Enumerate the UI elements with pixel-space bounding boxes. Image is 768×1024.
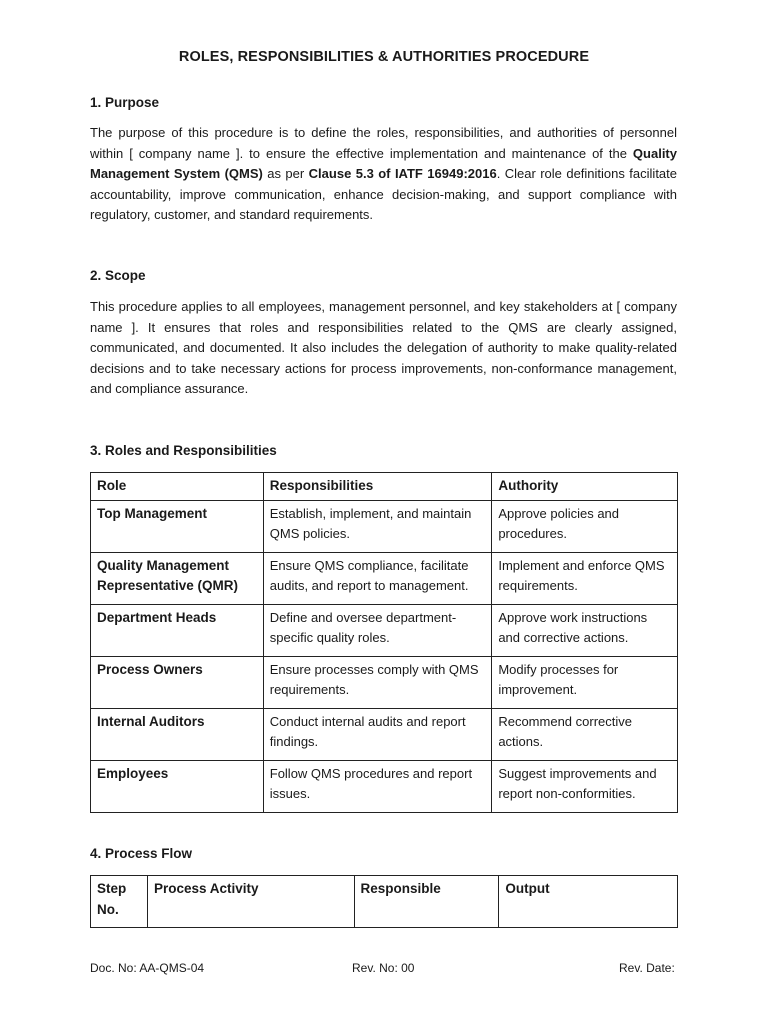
- process-header-step-no: Step No.: [91, 876, 148, 928]
- responsibility-cell: Conduct internal audits and report findings.: [263, 708, 492, 760]
- scope-paragraph: This procedure applies to all employees, management personnel, and key stakeholders at [ company name ]. It ensures that roles and responsibilities related to the QMS are clearly assigned, communicated, and documented. It also includes the delegation of authority to make quality-related decisions and to take necessary actions for process improvements, non-conformance management, and compliance assurance.: [90, 299, 677, 397]
- footer-rev-date: Rev. Date:: [619, 961, 675, 975]
- purpose-bold-clause: Clause 5.3 of IATF 16949:2016: [308, 166, 497, 182]
- authority-cell: Modify processes for improvement.: [492, 656, 678, 708]
- footer-doc-no: Doc. No: AA-QMS-04: [90, 961, 205, 975]
- process-header-output: Output: [499, 876, 678, 928]
- roles-header-authority: Authority: [492, 473, 678, 501]
- footer-rev-no: Rev. No: 00: [352, 961, 415, 975]
- process-header-responsible: Responsible: [354, 876, 499, 928]
- roles-header-responsibilities: Responsibilities: [263, 473, 492, 501]
- role-cell: Process Owners: [91, 656, 264, 708]
- purpose-bold-qms: Quality Management System (QMS): [90, 145, 677, 182]
- purpose-paragraph: [90, 123, 677, 226]
- process-flow-table: [90, 875, 678, 928]
- authority-cell: Approve work instructions and corrective actions.: [492, 604, 678, 656]
- purpose-text-1: The purpose of this procedure is to define the roles, responsibilities, and authorities of personnel within [ company name ]. to ensure the effective implementation and maintenance of the: [90, 125, 677, 161]
- roles-heading: 3. Roles and Responsibilities: [90, 443, 277, 458]
- table-row: [91, 604, 678, 656]
- authority-cell: Suggest improvements and report non-conformities.: [492, 760, 678, 812]
- roles-table-header-row: [91, 473, 678, 501]
- authority-cell: Implement and enforce QMS requirements.: [492, 552, 678, 604]
- role-cell: Employees: [91, 760, 264, 812]
- process-flow-heading: 4. Process Flow: [90, 846, 193, 861]
- authority-cell: Approve policies and procedures.: [492, 500, 678, 552]
- responsibility-cell: Establish, implement, and maintain QMS policies.: [263, 500, 492, 552]
- document-title: ROLES, RESPONSIBILITIES & AUTHORITIES PROCEDURE: [178, 49, 590, 65]
- table-row: [91, 500, 678, 552]
- purpose-text-3: . Clear role definitions facilitate accountability, improve communication, enhance decision-making, and support compliance with regulatory, customer, and standard requirements.: [90, 166, 677, 223]
- responsibility-cell: Define and oversee department-specific quality roles.: [263, 604, 492, 656]
- table-row: [91, 656, 678, 708]
- responsibility-cell: Ensure processes comply with QMS requirements.: [263, 656, 492, 708]
- role-cell: Top Management: [91, 500, 264, 552]
- purpose-text-2: as per: [262, 166, 309, 182]
- scope-heading: 2. Scope: [90, 268, 146, 283]
- process-flow-header-row: [91, 876, 678, 928]
- table-row: [91, 760, 678, 812]
- responsibility-cell: Ensure QMS compliance, facilitate audits, and report to management.: [263, 552, 492, 604]
- role-cell: Department Heads: [91, 604, 264, 656]
- roles-header-role: Role: [91, 473, 264, 501]
- responsibility-cell: Follow QMS procedures and report issues.: [263, 760, 492, 812]
- table-row: [91, 708, 678, 760]
- role-cell: Internal Auditors: [91, 708, 264, 760]
- purpose-heading: 1. Purpose: [90, 95, 160, 110]
- authority-cell: Recommend corrective actions.: [492, 708, 678, 760]
- role-cell: Quality Management Representative (QMR): [91, 552, 264, 604]
- roles-table: [90, 472, 678, 813]
- table-row: [91, 552, 678, 604]
- process-header-activity: Process Activity: [147, 876, 354, 928]
